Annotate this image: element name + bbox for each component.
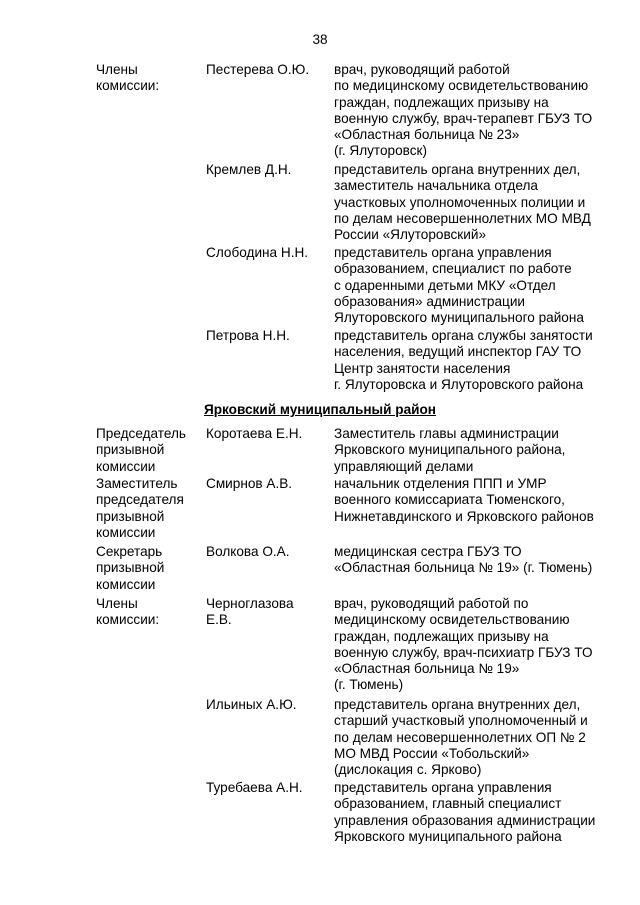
member-name: Пестерева О.Ю. — [206, 62, 310, 77]
member-description: представитель органа службы занятости населения, ведущий инспектор ГАУ ТО Центр занятости населения г. Ялуторовска и Ялуторовского района — [334, 328, 593, 392]
member-description: представитель органа управления образованием, специалист по работе с одаренными детьми МКУ «Отдел образования» администрации Ялуторовского муниципального района — [334, 245, 584, 326]
role-label: Члены комиссии: — [96, 596, 160, 628]
member-name: Коротаева Е.Н. — [206, 426, 303, 441]
member-description: представитель органа внутренних дел, старший участковый уполномоченный и по делам несовершеннолетних ОП № 2 МО МВД России «Тобольский» (дислокация с. Ярково) — [334, 697, 588, 778]
member-name: Кремлев Д.Н. — [206, 162, 292, 177]
member-name: Петрова Н.Н. — [206, 328, 290, 343]
member-description: медицинская сестра ГБУЗ ТО «Областная больница № 19» (г. Тюмень) — [334, 544, 593, 576]
role-label: Председатель призывной комиссии — [96, 426, 186, 474]
member-description: врач, руководящий работой по медицинскому освидетельствованию граждан, подлежащих призыву на военную службу, врач-терапевт ГБУЗ ТО «Областная больница № 23» (г. Ялуторовск) — [334, 62, 593, 159]
member-description: начальник отделения ППП и УМР военного комиссариата Тюменского, Нижнетавдинского и Ярковского районов — [334, 476, 594, 524]
member-description: Заместитель главы администрации Ярковского муниципального района, управляющий делами — [334, 426, 566, 474]
member-description: врач, руководящий работой по медицинскому освидетельствованию граждан, подлежащих призыву на военную службу, врач-психиатр ГБУЗ ТО «Областная больница № 19» (г. Тюмень) — [334, 596, 593, 693]
role-label: Заместитель председателя призывной комиссии — [96, 476, 184, 540]
role-label: Секретарь призывной комиссии — [96, 544, 165, 592]
section-title: Ярковский муниципальный район — [203, 402, 437, 417]
member-name: Ильиных А.Ю. — [206, 697, 297, 712]
member-name: Смирнов А.В. — [206, 476, 293, 491]
member-description: представитель органа внутренних дел, заместитель начальника отдела участковых уполномоченных полиции и по делам несовершеннолетних МО МВД России «Ялуторовский» — [334, 162, 591, 243]
member-name: Черноглазова Е.В. — [206, 596, 294, 628]
page-number: 38 — [312, 32, 328, 47]
role-label: Члены комиссии: — [96, 62, 160, 94]
member-name: Слободина Н.Н. — [206, 245, 309, 260]
member-name: Волкова О.А. — [206, 544, 290, 559]
member-description: представитель органа управления образованием, главный специалист управления образования администрации Ярковского муниципального района — [334, 780, 596, 844]
member-name: Туребаева А.Н. — [206, 780, 303, 795]
